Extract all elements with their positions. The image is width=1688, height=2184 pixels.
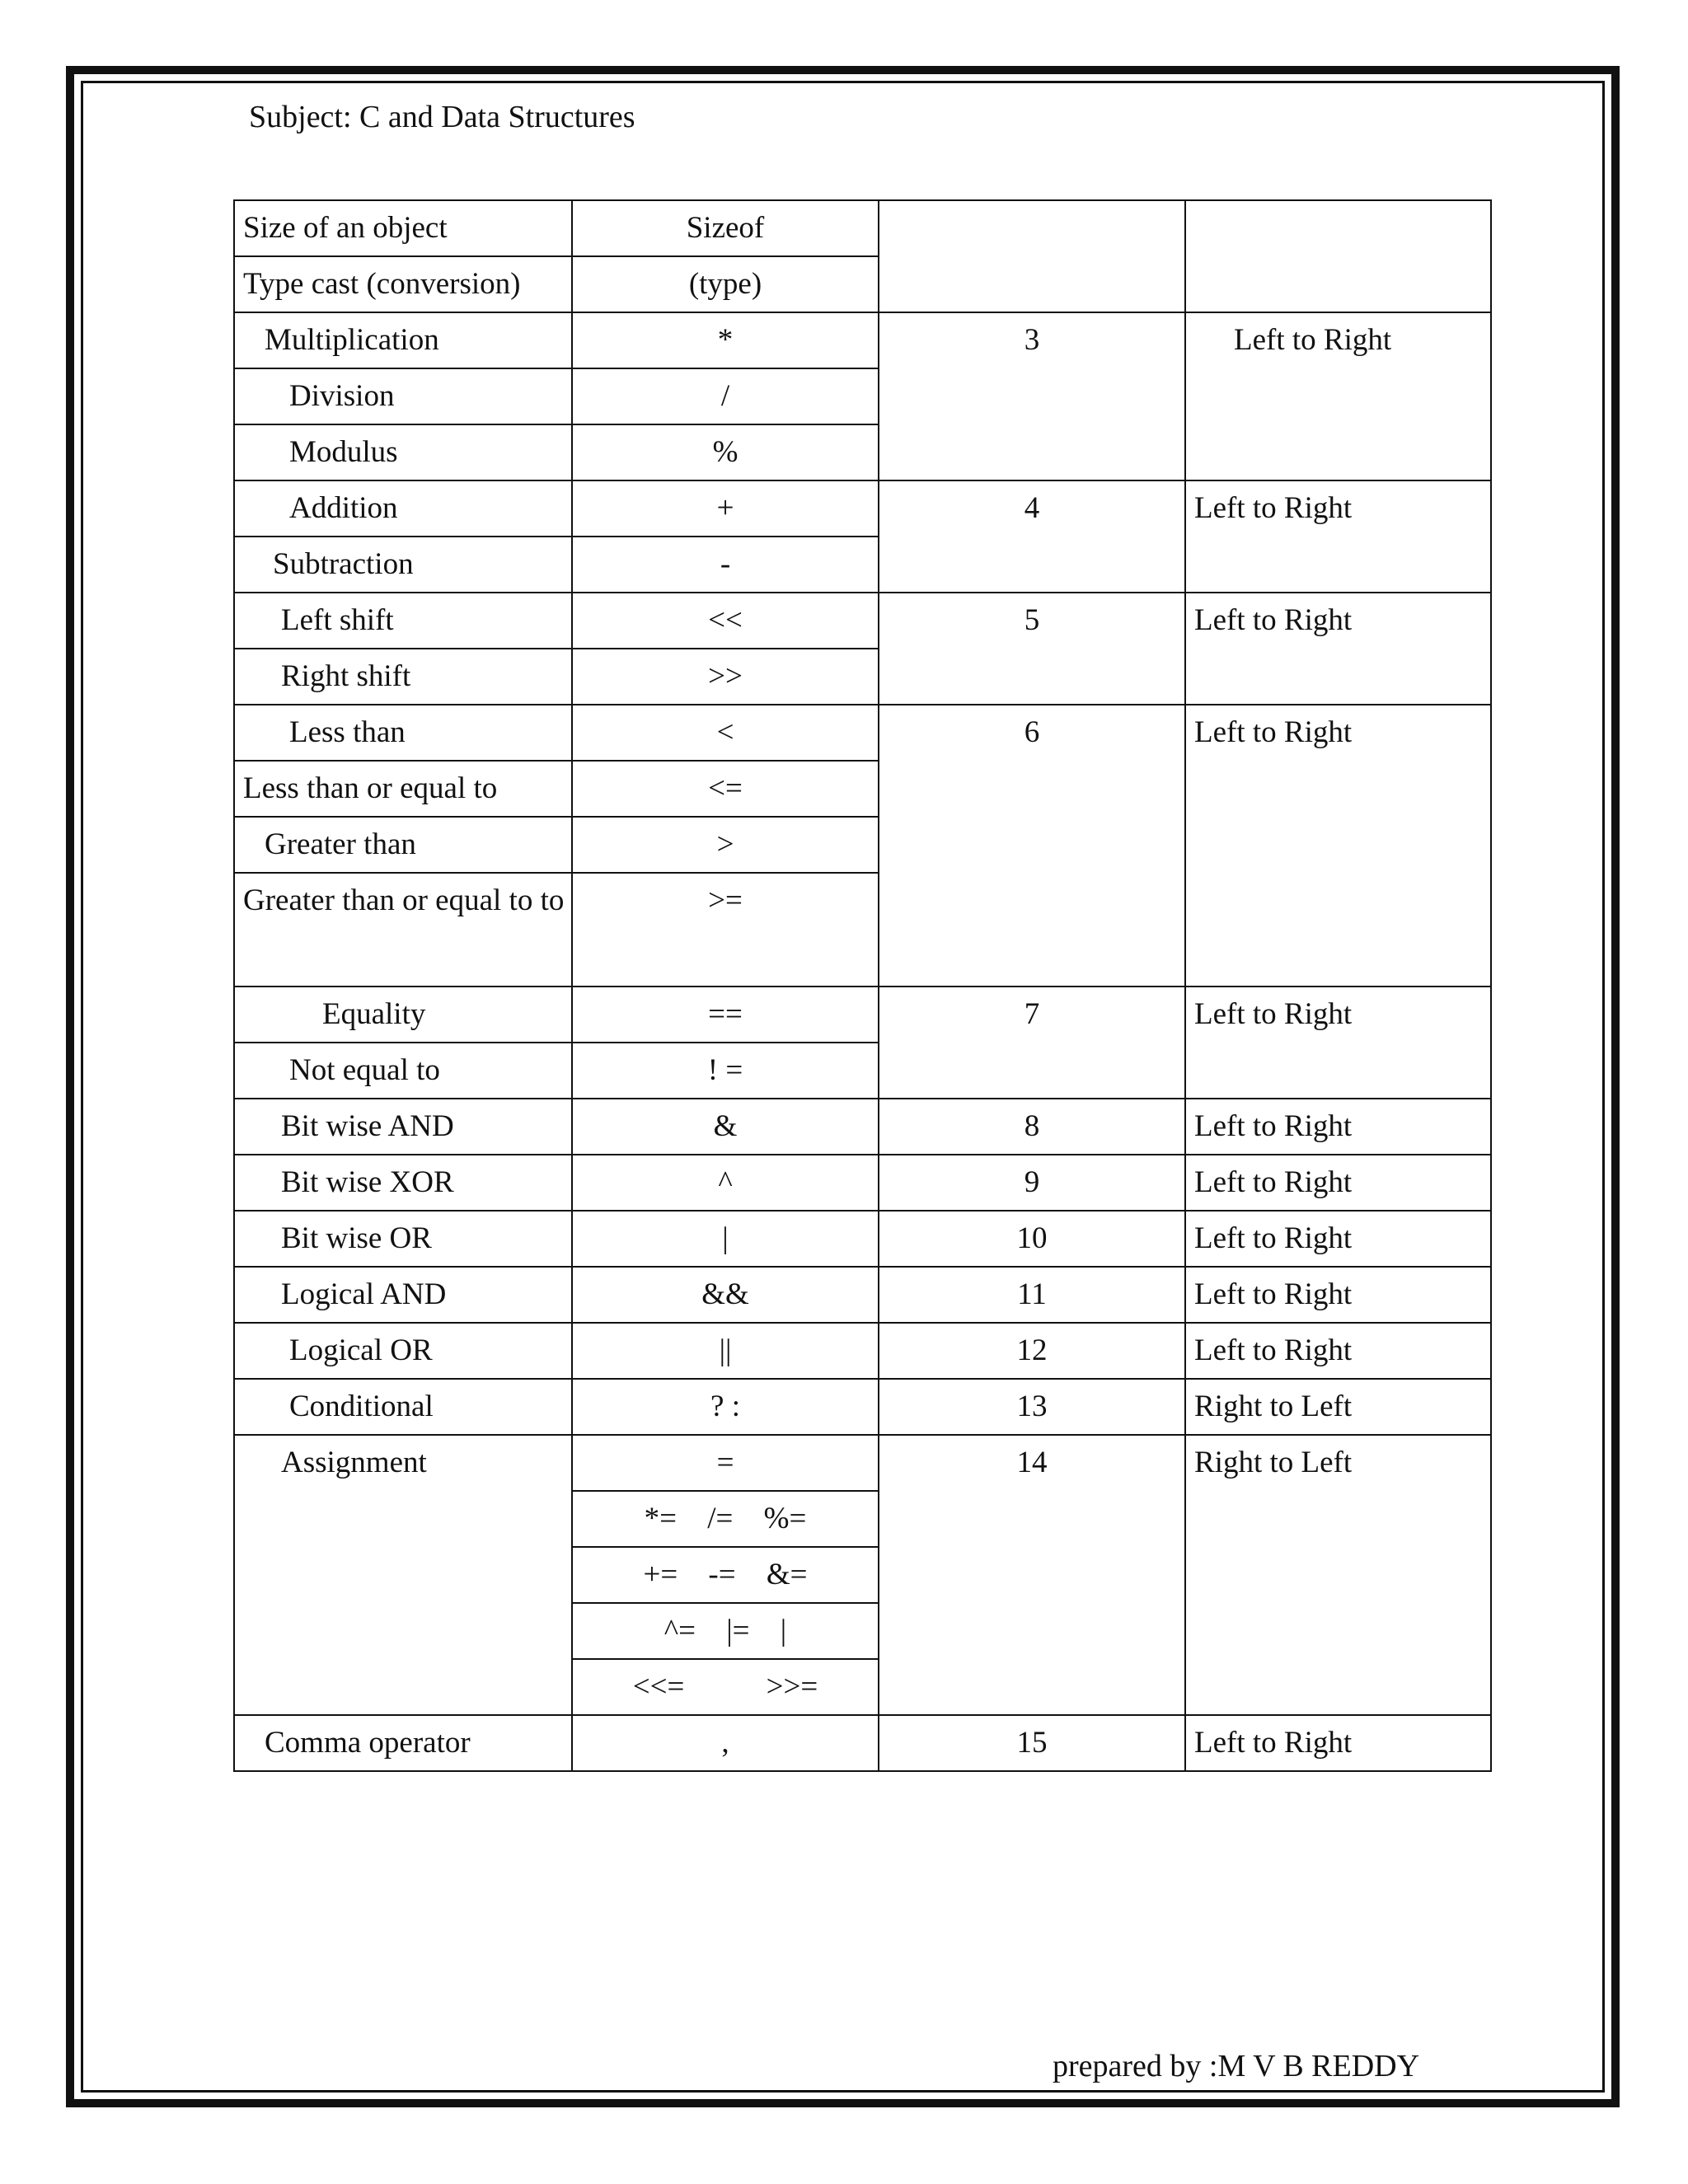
- associativity-cell: [1185, 200, 1491, 312]
- operator-symbol-cell: <<: [572, 593, 879, 649]
- operator-name-cell: Addition: [234, 480, 572, 537]
- operator-symbol-cell: ^= |= |: [572, 1603, 879, 1659]
- operator-symbol-cell: *= /= %=: [572, 1491, 879, 1547]
- operator-name-cell: Subtraction: [234, 537, 572, 593]
- operator-name-cell: Equality: [234, 987, 572, 1043]
- table-row: [234, 200, 1491, 256]
- operator-name-cell: Logical OR: [234, 1323, 572, 1379]
- precedence-cell: 13: [879, 1379, 1185, 1435]
- precedence-cell: 10: [879, 1211, 1185, 1267]
- operator-symbol-cell: +: [572, 480, 879, 537]
- operator-name-cell: Left shift: [234, 593, 572, 649]
- operator-symbol-cell: ==: [572, 987, 879, 1043]
- operator-symbol-cell: >>: [572, 649, 879, 705]
- associativity-cell: Left to Right: [1185, 705, 1491, 987]
- operator-symbol-cell: %: [572, 424, 879, 480]
- operator-symbol-cell: =: [572, 1435, 879, 1491]
- operator-symbol-cell: <=: [572, 761, 879, 817]
- operator-name-cell: Less than or equal to: [234, 761, 572, 817]
- operator-name-cell: Greater than: [234, 817, 572, 873]
- operator-name-cell: Less than: [234, 705, 572, 761]
- operator-symbol-cell: /: [572, 368, 879, 424]
- operator-symbol-cell: ! =: [572, 1043, 879, 1099]
- precedence-cell: 9: [879, 1155, 1185, 1211]
- operator-name-cell: Multiplication: [234, 312, 572, 368]
- precedence-cell: 3: [879, 312, 1185, 480]
- operator-symbol-cell: ^: [572, 1155, 879, 1211]
- precedence-cell: 5: [879, 593, 1185, 705]
- table-row: [234, 1099, 1491, 1155]
- table-row: [234, 1435, 1491, 1491]
- precedence-cell: 15: [879, 1715, 1185, 1771]
- operator-symbol-cell: ? :: [572, 1379, 879, 1435]
- operator-symbol-cell: (type): [572, 256, 879, 312]
- table-row: [234, 1267, 1491, 1323]
- precedence-cell: [879, 200, 1185, 312]
- precedence-cell: 4: [879, 480, 1185, 593]
- operator-symbol-cell: >: [572, 817, 879, 873]
- operator-name-cell: Bit wise AND: [234, 1099, 572, 1155]
- precedence-cell: 6: [879, 705, 1185, 987]
- precedence-cell: 12: [879, 1323, 1185, 1379]
- associativity-cell: Left to Right: [1185, 1323, 1491, 1379]
- table-row: [234, 1715, 1491, 1771]
- associativity-cell: Left to Right: [1185, 480, 1491, 593]
- operator-symbol-cell: ,: [572, 1715, 879, 1771]
- table-row: [234, 312, 1491, 368]
- precedence-cell: 11: [879, 1267, 1185, 1323]
- operator-name-cell: Type cast (conversion): [234, 256, 572, 312]
- operator-symbol-cell: &&: [572, 1267, 879, 1323]
- operator-symbol-cell: >=: [572, 873, 879, 987]
- operator-name-cell: Conditional: [234, 1379, 572, 1435]
- operator-symbol-cell: <<= >>=: [572, 1659, 879, 1715]
- operator-name-cell: Right shift: [234, 649, 572, 705]
- operator-symbol-cell: &: [572, 1099, 879, 1155]
- operator-name-cell: Bit wise XOR: [234, 1155, 572, 1211]
- table-row: [234, 1379, 1491, 1435]
- associativity-cell: Left to Right: [1185, 1267, 1491, 1323]
- operator-name-cell: Greater than or equal to to: [234, 873, 572, 987]
- operator-name-cell: Not equal to: [234, 1043, 572, 1099]
- associativity-cell: Right to Left: [1185, 1379, 1491, 1435]
- prepared-by-footer: prepared by :M V B REDDY: [1053, 2049, 1420, 2083]
- operator-symbol-cell: ||: [572, 1323, 879, 1379]
- subject-heading: Subject: C and Data Structures: [249, 100, 635, 134]
- operator-precedence-table: [233, 199, 1492, 1772]
- operator-symbol-cell: -: [572, 537, 879, 593]
- associativity-cell: Right to Left: [1185, 1435, 1491, 1715]
- precedence-cell: 8: [879, 1099, 1185, 1155]
- operator-name-cell: Modulus: [234, 424, 572, 480]
- operator-symbol-cell: <: [572, 705, 879, 761]
- operator-name-cell: Size of an object: [234, 200, 572, 256]
- operator-name-cell: Assignment: [234, 1435, 572, 1715]
- table-row: [234, 705, 1491, 761]
- associativity-cell: Left to Right: [1185, 593, 1491, 705]
- operator-symbol-cell: |: [572, 1211, 879, 1267]
- precedence-cell: 7: [879, 987, 1185, 1099]
- operator-symbol-cell: += -= &=: [572, 1547, 879, 1603]
- operator-name-cell: Division: [234, 368, 572, 424]
- associativity-cell: Left to Right: [1185, 1099, 1491, 1155]
- associativity-cell: Left to Right: [1185, 1715, 1491, 1771]
- associativity-cell: Left to Right: [1185, 1211, 1491, 1267]
- operator-symbol-cell: Sizeof: [572, 200, 879, 256]
- table-row: [234, 480, 1491, 537]
- operator-name-cell: Comma operator: [234, 1715, 572, 1771]
- operator-symbol-cell: *: [572, 312, 879, 368]
- operator-name-cell: Logical AND: [234, 1267, 572, 1323]
- table-row: [234, 593, 1491, 649]
- operator-name-cell: Bit wise OR: [234, 1211, 572, 1267]
- associativity-cell: Left to Right: [1185, 312, 1491, 480]
- precedence-cell: 14: [879, 1435, 1185, 1715]
- table-row: [234, 1211, 1491, 1267]
- table-row: [234, 987, 1491, 1043]
- associativity-cell: Left to Right: [1185, 987, 1491, 1099]
- associativity-cell: Left to Right: [1185, 1155, 1491, 1211]
- table-row: [234, 1155, 1491, 1211]
- table-row: [234, 1323, 1491, 1379]
